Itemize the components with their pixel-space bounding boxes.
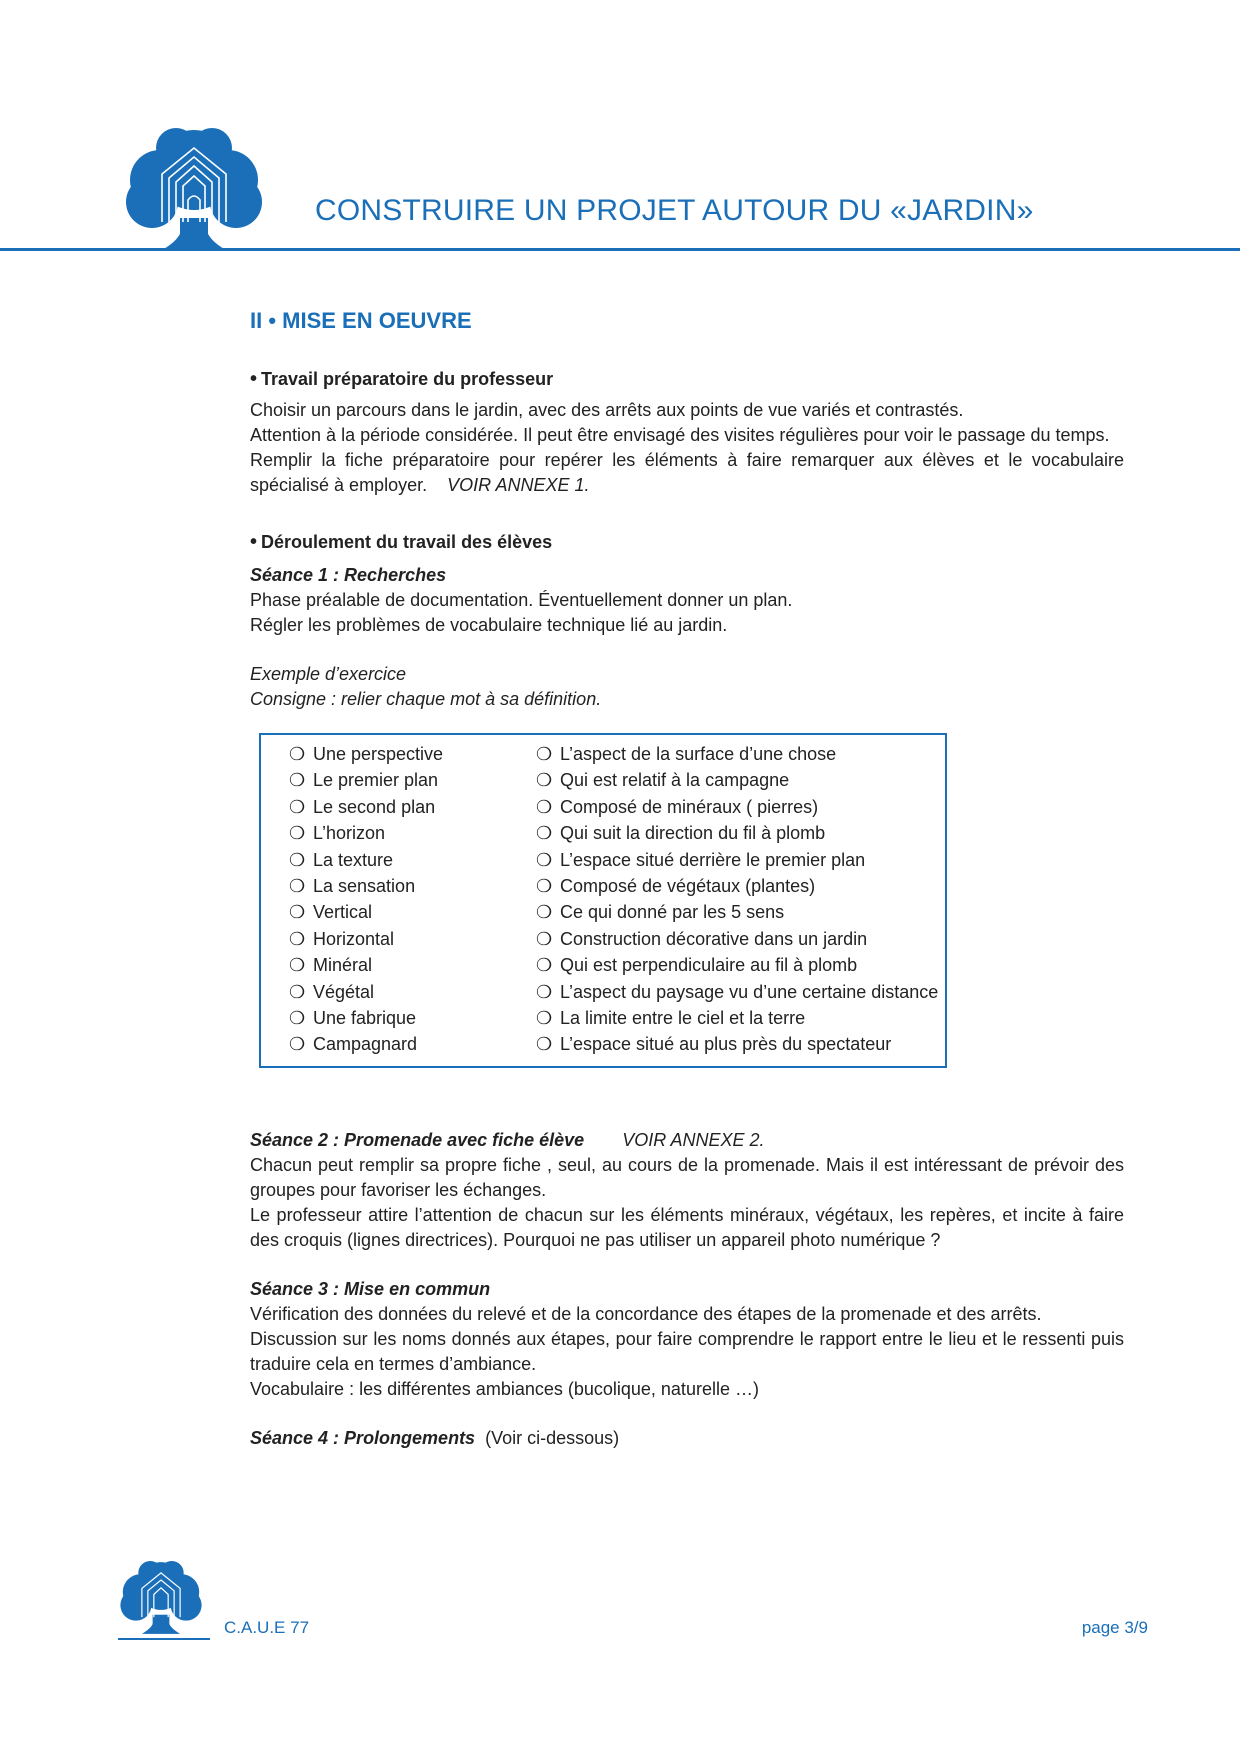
circle-bullet-icon[interactable]: ❍ [289, 1008, 306, 1029]
section-title: II • MISE EN OEUVRE [250, 308, 472, 333]
definition-item [536, 767, 936, 793]
seance-4-heading [250, 1426, 1124, 1451]
definition-text: L’espace situé derrière le premier plan [560, 849, 866, 870]
word-text: Horizontal [313, 928, 395, 949]
word-item [289, 979, 536, 1005]
definition-item [536, 926, 936, 952]
definition-item [536, 794, 936, 820]
circle-bullet-icon[interactable]: ❍ [536, 849, 553, 870]
circle-bullet-icon[interactable]: ❍ [289, 796, 306, 817]
seance-2-line-1: Chacun peut remplir sa propre fiche , seul, au cours de la promenade. Mais il est intéressant de prévoir des groupes pour favoriser les échanges. [250, 1154, 1124, 1200]
circle-bullet-icon[interactable]: ❍ [289, 744, 306, 764]
prep-heading: • Travail préparatoire du professeur [250, 368, 554, 390]
circle-bullet-icon[interactable]: ❍ [536, 796, 553, 817]
word-item [289, 820, 536, 846]
main-content [250, 300, 1124, 1451]
seance-1-title: Séance 1 : Recherches [250, 565, 447, 585]
annexe-1-reference: VOIR ANNEXE 1. [447, 475, 590, 495]
annexe-2-reference: VOIR ANNEXE 2. [622, 1129, 765, 1150]
word-item [289, 1031, 536, 1057]
circle-bullet-icon[interactable]: ❍ [289, 902, 306, 923]
circle-bullet-icon[interactable]: ❍ [289, 1034, 306, 1055]
definition-item [536, 873, 936, 899]
header-divider [0, 248, 1240, 251]
seance-3-title: Séance 3 : Mise en commun [250, 1278, 491, 1299]
circle-bullet-icon[interactable]: ❍ [289, 955, 306, 976]
word-text: Minéral [313, 955, 373, 976]
definition-item [536, 741, 936, 767]
circle-bullet-icon[interactable]: ❍ [536, 955, 553, 976]
deroulement-heading: • Déroulement du travail des élèves [250, 531, 553, 553]
definition-item [536, 979, 939, 1005]
footer-divider [118, 1638, 210, 1640]
seance-2-title: Séance 2 : Promenade avec fiche élève [250, 1129, 585, 1150]
circle-bullet-icon[interactable]: ❍ [536, 1008, 553, 1029]
prep-line-2: Attention à la période considérée. Il peut être envisagé des visites régulières pour voir le passage du temps. [250, 425, 1110, 445]
definitions-column [536, 741, 939, 1058]
seance-2-heading [250, 1128, 1124, 1153]
definition-text: Qui suit la direction du fil à plomb [560, 823, 826, 844]
word-text: L’horizon [313, 823, 386, 844]
circle-bullet-icon[interactable]: ❍ [289, 770, 306, 791]
word-text: Le premier plan [313, 770, 439, 791]
circle-bullet-icon[interactable]: ❍ [536, 876, 553, 897]
word-text: Végétal [313, 981, 375, 1002]
circle-bullet-icon[interactable]: ❍ [536, 744, 553, 764]
word-text: Une fabrique [313, 1008, 417, 1029]
word-text: Vertical [313, 902, 373, 923]
footer-organization: C.A.U.E 77 [224, 1618, 310, 1637]
definition-item [536, 1031, 936, 1057]
definition-text: L’espace situé au plus près du spectateur [560, 1034, 892, 1055]
seance-3-line-2: Discussion sur les noms donnés aux étapes, pour faire comprendre le rapport entre le lieu et le ressenti puis traduire cela en termes d’ambiance. [250, 1328, 1124, 1374]
word-text: Le second plan [313, 796, 436, 817]
prep-heading-text: Travail préparatoire du professeur [261, 369, 554, 389]
word-text: Une perspective [313, 744, 444, 764]
exercise-instruction: Consigne : relier chaque mot à sa définition. [250, 689, 602, 709]
definition-text: Qui est relatif à la campagne [560, 770, 790, 791]
seance-4-title: Séance 4 : Prolongements [250, 1427, 476, 1448]
circle-bullet-icon[interactable]: ❍ [536, 902, 553, 923]
seance-3-line-1: Vérification des données du relevé et de la concordance des étapes de la promenade et des arrêts. [250, 1303, 1042, 1324]
definition-text: La limite entre le ciel et la terre [560, 1008, 806, 1029]
word-text: La sensation [313, 876, 416, 897]
word-item [289, 767, 536, 793]
word-text: La texture [313, 849, 394, 870]
circle-bullet-icon[interactable]: ❍ [536, 981, 553, 1002]
definition-text: L’aspect de la surface d’une chose [560, 744, 837, 764]
definition-item [536, 899, 936, 925]
seance-1-line-1: Phase préalable de documentation. Éventuellement donner un plan. [250, 590, 793, 610]
word-item [289, 899, 536, 925]
page-number: page 3/9 [1081, 1618, 1148, 1637]
word-item [289, 741, 536, 767]
word-text: Campagnard [313, 1034, 418, 1055]
matching-exercise-box [259, 733, 947, 1068]
definition-item [536, 952, 936, 978]
definition-text: Construction décorative dans un jardin [560, 928, 868, 949]
circle-bullet-icon[interactable]: ❍ [289, 928, 306, 949]
caue-logo-icon [122, 118, 266, 252]
circle-bullet-icon[interactable]: ❍ [289, 823, 306, 844]
word-item [289, 952, 536, 978]
seance-2-line-2: Le professeur attire l’attention de chacun sur les éléments minéraux, végétaux, les repères, et incite à faire des croquis (lignes directrices). Pourquoi ne pas utiliser un appareil photo numérique ? [250, 1204, 1124, 1250]
seance-3-line-3: Vocabulaire : les différentes ambiances (bucolique, naturelle …) [250, 1378, 759, 1399]
circle-bullet-icon[interactable]: ❍ [536, 1034, 553, 1055]
word-item [289, 847, 536, 873]
caue-footer-logo-icon [118, 1554, 204, 1636]
circle-bullet-icon[interactable]: ❍ [536, 928, 553, 949]
circle-bullet-icon[interactable]: ❍ [289, 981, 306, 1002]
deroulement-heading-text: Déroulement du travail des élèves [261, 532, 553, 552]
exercise-example-label: Exemple d’exercice [250, 664, 407, 684]
document-title: CONSTRUIRE UN PROJET AUTOUR DU «JARDIN» [315, 194, 1034, 227]
circle-bullet-icon[interactable]: ❍ [536, 770, 553, 791]
prep-line-3: Remplir la fiche préparatoire pour repérer les éléments à faire remarquer aux élèves et le vocabulaire spécialisé à employer. VOIR ANNEXE 1. [250, 450, 1124, 495]
circle-bullet-icon[interactable]: ❍ [289, 849, 306, 870]
seance-4-note: (Voir ci-dessous) [485, 1427, 620, 1448]
word-item [289, 794, 536, 820]
definition-text: Qui est perpendiculaire au fil à plomb [560, 955, 858, 976]
seance-1-line-2: Régler les problèmes de vocabulaire technique lié au jardin. [250, 615, 728, 635]
definition-text: Composé de végétaux (plantes) [560, 876, 816, 897]
definition-text: L’aspect du paysage vu d’une certaine distance [560, 981, 939, 1002]
definition-item [536, 820, 936, 846]
definition-text: Composé de minéraux ( pierres) [560, 796, 819, 817]
definition-item [536, 1005, 936, 1031]
prep-line-1: Choisir un parcours dans le jardin, avec des arrêts aux points de vue variés et contrastés. [250, 400, 964, 420]
definition-item [536, 847, 936, 873]
words-column [261, 741, 536, 1058]
word-item [289, 926, 536, 952]
word-item [289, 1005, 536, 1031]
circle-bullet-icon[interactable]: ❍ [289, 876, 306, 897]
definition-text: Ce qui donné par les 5 sens [560, 902, 785, 923]
circle-bullet-icon[interactable]: ❍ [536, 823, 553, 844]
word-item [289, 873, 536, 899]
